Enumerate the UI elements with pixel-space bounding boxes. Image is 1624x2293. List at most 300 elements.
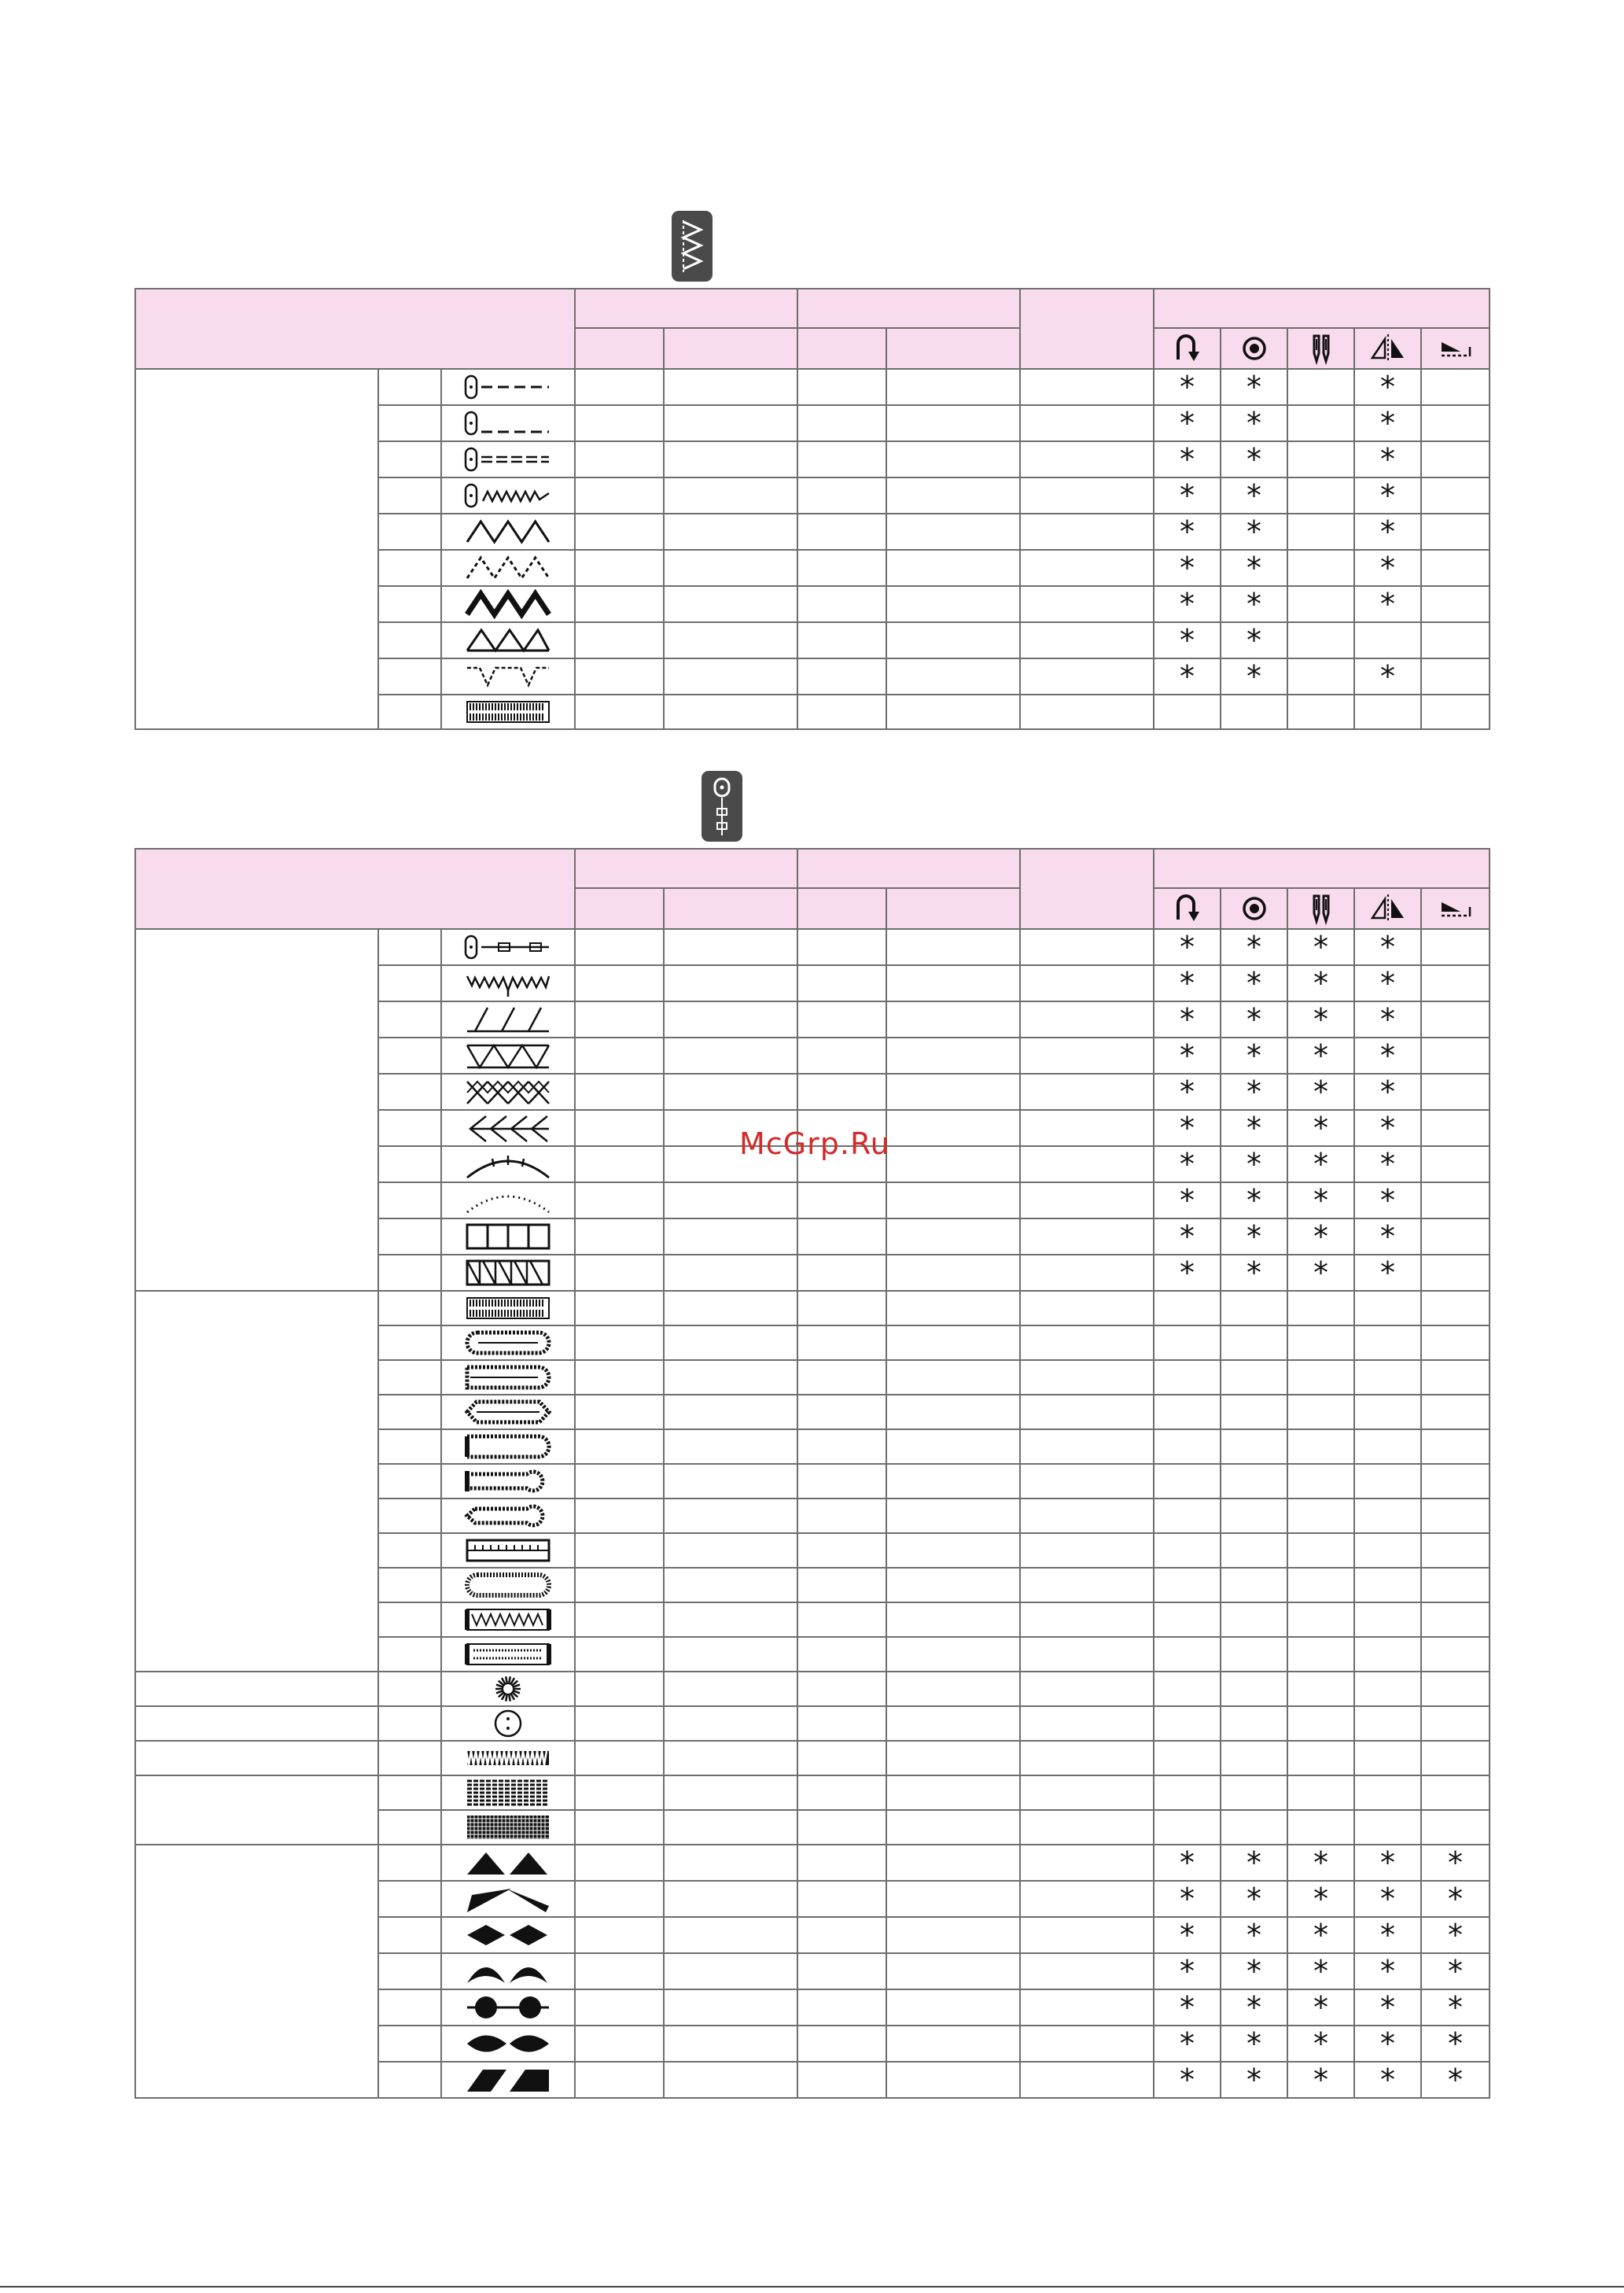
setting-cell bbox=[1020, 1845, 1154, 1881]
function-cell-twin-needle bbox=[1287, 1706, 1354, 1741]
function-cell-twin-needle bbox=[1287, 1464, 1354, 1499]
category-cell bbox=[135, 929, 378, 1291]
triangle-stitch-icon bbox=[464, 1041, 552, 1071]
pattern-number-cell bbox=[378, 1182, 441, 1218]
needle-stop-icon bbox=[1235, 890, 1273, 927]
function-cell-reverse: * bbox=[1154, 2026, 1221, 2062]
stretch-zigzag-icon bbox=[464, 968, 552, 998]
function-cell-elongation bbox=[1421, 550, 1490, 586]
function-cell-mirror: * bbox=[1354, 1074, 1421, 1110]
setting-cell bbox=[575, 405, 664, 441]
setting-cell bbox=[886, 1255, 1020, 1291]
setting-cell bbox=[797, 1218, 886, 1255]
setting-cell bbox=[797, 1953, 886, 1989]
setting-cell bbox=[664, 965, 797, 1001]
buttonhole-zigzag-icon bbox=[464, 1605, 552, 1635]
function-cell-mirror bbox=[1354, 1360, 1421, 1395]
watermark: McGrp.Ru bbox=[739, 1126, 890, 1161]
pattern-cell bbox=[441, 369, 575, 405]
setting-cell bbox=[575, 441, 664, 477]
function-cell-mirror bbox=[1354, 1775, 1421, 1810]
setting-cell bbox=[575, 1464, 664, 1499]
setting-cell bbox=[664, 1845, 797, 1881]
function-cell-reverse: * bbox=[1154, 1845, 1221, 1881]
function-cell-needle-stop bbox=[1221, 1325, 1287, 1360]
header-stitch-name bbox=[135, 849, 575, 929]
setting-cell bbox=[797, 1917, 886, 1953]
pattern-number-cell bbox=[378, 477, 441, 514]
pattern-cell bbox=[441, 658, 575, 695]
setting-cell bbox=[664, 929, 797, 965]
setting-cell bbox=[797, 1775, 886, 1810]
table-row bbox=[135, 1291, 1490, 1325]
setting-cell bbox=[664, 1395, 797, 1429]
function-cell-needle-stop bbox=[1221, 1672, 1287, 1706]
pattern-cell bbox=[441, 1917, 575, 1953]
function-cell-mirror: * bbox=[1354, 550, 1421, 586]
setting-cell bbox=[797, 695, 886, 729]
function-cell-reverse: * bbox=[1154, 369, 1221, 405]
needle-stop-icon bbox=[1235, 330, 1273, 367]
setting-cell bbox=[886, 1672, 1020, 1706]
function-cell-needle-stop: * bbox=[1221, 658, 1287, 695]
function-cell-reverse bbox=[1154, 1360, 1221, 1395]
satin-bar-icon bbox=[464, 697, 552, 727]
function-cell-twin-needle bbox=[1287, 1291, 1354, 1325]
function-cell-elongation: * bbox=[1421, 2026, 1490, 2062]
function-cell-twin-needle bbox=[1287, 695, 1354, 729]
function-cell-twin-needle: * bbox=[1287, 1218, 1354, 1255]
function-cell-mirror bbox=[1354, 1395, 1421, 1429]
function-cell-elongation bbox=[1421, 929, 1490, 965]
pattern-cell bbox=[441, 1395, 575, 1429]
pattern-cell bbox=[441, 1602, 575, 1637]
setting-cell bbox=[1020, 1741, 1154, 1775]
setting-cell bbox=[575, 1881, 664, 1917]
function-cell-twin-needle bbox=[1287, 1741, 1354, 1775]
setting-cell bbox=[886, 929, 1020, 965]
pattern-number-cell bbox=[378, 1989, 441, 2026]
setting-cell bbox=[1020, 441, 1154, 477]
header-group-b bbox=[797, 849, 1020, 888]
three-step-zigzag-icon bbox=[464, 553, 552, 583]
setting-cell bbox=[886, 550, 1020, 586]
function-cell-twin-needle: * bbox=[1287, 1074, 1354, 1110]
function-cell-mirror: * bbox=[1354, 1110, 1421, 1146]
pattern-cell bbox=[441, 1499, 575, 1533]
pattern-number-cell bbox=[378, 1218, 441, 1255]
function-cell-elongation bbox=[1421, 1038, 1490, 1074]
function-cell-mirror bbox=[1354, 695, 1421, 729]
setting-cell bbox=[1020, 695, 1154, 729]
function-cell-mirror: * bbox=[1354, 929, 1421, 965]
setting-cell bbox=[1020, 1637, 1154, 1672]
setting-cell bbox=[886, 658, 1020, 695]
setting-cell bbox=[664, 441, 797, 477]
elongation-icon bbox=[1437, 330, 1475, 367]
setting-cell bbox=[1020, 514, 1154, 550]
pattern-cell bbox=[441, 1146, 575, 1182]
pattern-cell bbox=[441, 1325, 575, 1360]
elongation-icon bbox=[1437, 890, 1475, 927]
function-cell-reverse bbox=[1154, 1395, 1221, 1429]
function-cell-elongation bbox=[1421, 1706, 1490, 1741]
setting-cell bbox=[886, 1568, 1020, 1602]
table-row bbox=[135, 369, 1490, 405]
function-cell-mirror: * bbox=[1354, 1989, 1421, 2026]
function-cell-needle-stop: * bbox=[1221, 1953, 1287, 1989]
function-cell-twin-needle: * bbox=[1287, 1146, 1354, 1182]
setting-cell bbox=[886, 1499, 1020, 1533]
pattern-cell bbox=[441, 1360, 575, 1395]
pattern-number-cell bbox=[378, 2026, 441, 2062]
satin-arch-icon bbox=[464, 1956, 552, 1986]
header-needle-stop-icon bbox=[1221, 328, 1287, 369]
setting-cell bbox=[886, 1775, 1020, 1810]
setting-cell bbox=[664, 1953, 797, 1989]
function-cell-reverse: * bbox=[1154, 1881, 1221, 1917]
setting-cell bbox=[664, 1989, 797, 2026]
setting-cell bbox=[1020, 586, 1154, 622]
pattern-cell bbox=[441, 405, 575, 441]
setting-cell bbox=[664, 586, 797, 622]
pattern-number-cell bbox=[378, 514, 441, 550]
buttonhole-round-icon bbox=[464, 1328, 552, 1358]
pattern-cell bbox=[441, 1001, 575, 1038]
function-cell-twin-needle: * bbox=[1287, 929, 1354, 965]
setting-cell bbox=[575, 1775, 664, 1810]
function-cell-needle-stop bbox=[1221, 1568, 1287, 1602]
setting-cell bbox=[797, 1395, 886, 1429]
straight-long-icon bbox=[464, 408, 552, 438]
function-cell-needle-stop: * bbox=[1221, 1845, 1287, 1881]
pattern-number-cell bbox=[378, 2062, 441, 2098]
setting-cell bbox=[664, 1672, 797, 1706]
setting-cell bbox=[664, 1074, 797, 1110]
setting-cell bbox=[886, 514, 1020, 550]
function-cell-mirror: * bbox=[1354, 658, 1421, 695]
setting-cell bbox=[797, 1429, 886, 1464]
function-cell-needle-stop: * bbox=[1221, 2062, 1287, 2098]
setting-cell bbox=[797, 1001, 886, 1038]
function-cell-reverse: * bbox=[1154, 1038, 1221, 1074]
setting-cell bbox=[797, 1568, 886, 1602]
setting-cell bbox=[664, 1917, 797, 1953]
setting-cell bbox=[886, 1602, 1020, 1637]
function-cell-twin-needle: * bbox=[1287, 1182, 1354, 1218]
function-cell-mirror: * bbox=[1354, 1182, 1421, 1218]
function-cell-reverse bbox=[1154, 1499, 1221, 1533]
header-sub-4 bbox=[886, 888, 1020, 929]
function-cell-reverse: * bbox=[1154, 1255, 1221, 1291]
function-cell-needle-stop bbox=[1221, 1637, 1287, 1672]
function-cell-needle-stop bbox=[1221, 1429, 1287, 1464]
function-cell-elongation: * bbox=[1421, 1881, 1490, 1917]
dotted-scallop-icon bbox=[464, 1185, 552, 1215]
function-cell-mirror bbox=[1354, 1602, 1421, 1637]
setting-cell bbox=[664, 514, 797, 550]
header-sub-3 bbox=[797, 888, 886, 929]
setting-cell bbox=[575, 1001, 664, 1038]
function-cell-elongation bbox=[1421, 965, 1490, 1001]
header-sub-2 bbox=[664, 328, 797, 369]
setting-cell bbox=[886, 1395, 1020, 1429]
setting-cell bbox=[575, 1533, 664, 1568]
header-twin-needle-icon bbox=[1287, 888, 1354, 929]
function-cell-needle-stop: * bbox=[1221, 622, 1287, 658]
function-cell-mirror: * bbox=[1354, 405, 1421, 441]
pattern-number-cell bbox=[378, 369, 441, 405]
function-cell-mirror: * bbox=[1354, 369, 1421, 405]
setting-cell bbox=[664, 1001, 797, 1038]
setting-cell bbox=[886, 1881, 1020, 1917]
function-cell-needle-stop: * bbox=[1221, 1218, 1287, 1255]
pattern-cell bbox=[441, 1953, 575, 1989]
function-cell-reverse: * bbox=[1154, 586, 1221, 622]
setting-cell bbox=[886, 1464, 1020, 1499]
setting-cell bbox=[1020, 1810, 1154, 1845]
header-sub-1 bbox=[575, 328, 664, 369]
pattern-number-cell bbox=[378, 1845, 441, 1881]
function-cell-mirror: * bbox=[1354, 477, 1421, 514]
setting-cell bbox=[575, 1602, 664, 1637]
pattern-number-cell bbox=[378, 550, 441, 586]
function-cell-reverse: * bbox=[1154, 441, 1221, 477]
setting-cell bbox=[1020, 405, 1154, 441]
setting-cell bbox=[575, 1429, 664, 1464]
pattern-number-cell bbox=[378, 441, 441, 477]
setting-cell bbox=[797, 441, 886, 477]
function-cell-elongation bbox=[1421, 1602, 1490, 1637]
function-cell-twin-needle bbox=[1287, 477, 1354, 514]
function-cell-reverse: * bbox=[1154, 477, 1221, 514]
header-mirror-icon bbox=[1354, 328, 1421, 369]
setting-cell bbox=[575, 1568, 664, 1602]
function-cell-twin-needle bbox=[1287, 405, 1354, 441]
setting-cell bbox=[1020, 929, 1154, 965]
setting-cell bbox=[664, 2062, 797, 2098]
setting-cell bbox=[1020, 1464, 1154, 1499]
function-cell-needle-stop: * bbox=[1221, 1881, 1287, 1917]
setting-cell bbox=[575, 2062, 664, 2098]
function-cell-mirror: * bbox=[1354, 965, 1421, 1001]
setting-cell bbox=[1020, 622, 1154, 658]
function-cell-twin-needle bbox=[1287, 1429, 1354, 1464]
function-cell-elongation bbox=[1421, 622, 1490, 658]
table-row bbox=[135, 1845, 1490, 1881]
function-cell-elongation bbox=[1421, 1672, 1490, 1706]
setting-cell bbox=[1020, 1074, 1154, 1110]
pattern-number-cell bbox=[378, 1429, 441, 1464]
setting-cell bbox=[1020, 965, 1154, 1001]
pattern-cell bbox=[441, 695, 575, 729]
function-cell-twin-needle: * bbox=[1287, 2026, 1354, 2062]
function-cell-elongation bbox=[1421, 405, 1490, 441]
setting-cell bbox=[575, 369, 664, 405]
function-cell-elongation bbox=[1421, 658, 1490, 695]
function-cell-needle-stop: * bbox=[1221, 1146, 1287, 1182]
function-cell-reverse bbox=[1154, 1568, 1221, 1602]
pattern-number-cell bbox=[378, 1810, 441, 1845]
setting-cell bbox=[1020, 1568, 1154, 1602]
setting-cell bbox=[886, 695, 1020, 729]
category-cell bbox=[135, 1706, 378, 1741]
function-cell-elongation bbox=[1421, 1810, 1490, 1845]
setting-cell bbox=[575, 1953, 664, 1989]
setting-cell bbox=[797, 1182, 886, 1218]
pattern-cell bbox=[441, 1989, 575, 2026]
pattern-number-cell bbox=[378, 1110, 441, 1146]
pattern-number-cell bbox=[378, 1953, 441, 1989]
pattern-cell bbox=[441, 965, 575, 1001]
setting-cell bbox=[1020, 2062, 1154, 2098]
table-row bbox=[135, 1741, 1490, 1775]
setting-cell bbox=[664, 1464, 797, 1499]
pattern-cell bbox=[441, 1775, 575, 1810]
setting-cell bbox=[1020, 1038, 1154, 1074]
pattern-cell bbox=[441, 929, 575, 965]
function-cell-elongation bbox=[1421, 1110, 1490, 1146]
triple-zigzag-icon bbox=[464, 589, 552, 619]
setting-cell bbox=[1020, 658, 1154, 695]
setting-cell bbox=[886, 1074, 1020, 1110]
setting-cell bbox=[1020, 1325, 1154, 1360]
triple-straight-icon bbox=[464, 444, 552, 474]
satin-diamond-icon bbox=[464, 1920, 552, 1950]
function-cell-twin-needle bbox=[1287, 1775, 1354, 1810]
pattern-number-cell bbox=[378, 1672, 441, 1706]
mirror-icon bbox=[1369, 890, 1407, 927]
pattern-cell bbox=[441, 477, 575, 514]
pattern-cell bbox=[441, 1255, 575, 1291]
pattern-number-cell bbox=[378, 1325, 441, 1360]
function-cell-elongation: * bbox=[1421, 1953, 1490, 1989]
function-cell-reverse: * bbox=[1154, 2062, 1221, 2098]
pattern-cell bbox=[441, 1038, 575, 1074]
function-cell-needle-stop: * bbox=[1221, 550, 1287, 586]
pattern-cell bbox=[441, 1533, 575, 1568]
setting-cell bbox=[575, 1255, 664, 1291]
function-cell-elongation bbox=[1421, 369, 1490, 405]
pattern-cell bbox=[441, 1110, 575, 1146]
function-cell-mirror bbox=[1354, 1464, 1421, 1499]
function-cell-elongation bbox=[1421, 1741, 1490, 1775]
setting-cell bbox=[1020, 1255, 1154, 1291]
function-cell-reverse bbox=[1154, 1810, 1221, 1845]
function-cell-reverse bbox=[1154, 1741, 1221, 1775]
function-cell-twin-needle bbox=[1287, 369, 1354, 405]
ladder-icon bbox=[464, 1222, 552, 1252]
pattern-cell bbox=[441, 1568, 575, 1602]
function-cell-needle-stop: * bbox=[1221, 586, 1287, 622]
setting-cell bbox=[664, 1182, 797, 1218]
setting-cell bbox=[797, 1602, 886, 1637]
setting-cell bbox=[886, 369, 1020, 405]
setting-cell bbox=[886, 405, 1020, 441]
function-cell-reverse bbox=[1154, 695, 1221, 729]
pattern-cell bbox=[441, 1464, 575, 1499]
satin-triangle-icon bbox=[464, 1848, 552, 1878]
setting-cell bbox=[664, 1325, 797, 1360]
button-sewing-icon bbox=[464, 1709, 552, 1738]
setting-cell bbox=[797, 2026, 886, 2062]
function-cell-elongation bbox=[1421, 695, 1490, 729]
satin-slant-icon bbox=[464, 2065, 552, 2095]
setting-cell bbox=[886, 1953, 1020, 1989]
setting-cell bbox=[575, 965, 664, 1001]
function-cell-elongation bbox=[1421, 1218, 1490, 1255]
buttonhole-keyhole-pointed-icon bbox=[464, 1501, 552, 1531]
function-cell-elongation: * bbox=[1421, 1845, 1490, 1881]
function-cell-reverse: * bbox=[1154, 1001, 1221, 1038]
satin-oval-icon bbox=[464, 2029, 552, 2059]
setting-cell bbox=[664, 658, 797, 695]
function-cell-reverse: * bbox=[1154, 514, 1221, 550]
function-cell-reverse: * bbox=[1154, 929, 1221, 965]
buttonhole-square-icon bbox=[464, 1293, 552, 1323]
function-cell-reverse bbox=[1154, 1291, 1221, 1325]
cross-stitch-icon bbox=[464, 1077, 552, 1107]
twin-needle-icon bbox=[1302, 890, 1340, 927]
setting-cell bbox=[664, 2026, 797, 2062]
header-presser-foot bbox=[1020, 849, 1154, 929]
pattern-cell bbox=[441, 1291, 575, 1325]
pattern-cell bbox=[441, 1429, 575, 1464]
function-cell-needle-stop bbox=[1221, 695, 1287, 729]
setting-cell bbox=[1020, 1110, 1154, 1146]
setting-cell bbox=[886, 586, 1020, 622]
darning-dense-icon bbox=[464, 1812, 552, 1842]
setting-cell bbox=[1020, 1001, 1154, 1038]
function-cell-reverse: * bbox=[1154, 1218, 1221, 1255]
setting-cell bbox=[797, 1074, 886, 1110]
category-cell bbox=[135, 1291, 378, 1672]
category-cell bbox=[135, 1775, 378, 1845]
setting-cell bbox=[1020, 1706, 1154, 1741]
setting-cell bbox=[575, 550, 664, 586]
pattern-number-cell bbox=[378, 658, 441, 695]
function-cell-twin-needle: * bbox=[1287, 1881, 1354, 1917]
setting-cell bbox=[664, 1810, 797, 1845]
scallop-icon bbox=[464, 1149, 552, 1179]
bartack-icon bbox=[464, 1743, 552, 1773]
function-cell-elongation bbox=[1421, 1291, 1490, 1325]
pattern-number-cell bbox=[378, 622, 441, 658]
function-cell-twin-needle: * bbox=[1287, 1953, 1354, 1989]
setting-cell bbox=[575, 1499, 664, 1533]
header-group-b bbox=[797, 289, 1020, 328]
function-cell-elongation bbox=[1421, 1360, 1490, 1395]
function-cell-twin-needle: * bbox=[1287, 1038, 1354, 1074]
setting-cell bbox=[575, 1845, 664, 1881]
setting-cell bbox=[664, 1429, 797, 1464]
setting-cell bbox=[1020, 2026, 1154, 2062]
setting-cell bbox=[664, 1255, 797, 1291]
overlock-zigzag-icon bbox=[464, 625, 552, 655]
darning-icon bbox=[464, 1778, 552, 1808]
header-functions bbox=[1154, 289, 1490, 328]
function-cell-needle-stop bbox=[1221, 1706, 1287, 1741]
straight-bartack-icon bbox=[464, 932, 552, 962]
setting-cell bbox=[575, 1074, 664, 1110]
function-cell-twin-needle bbox=[1287, 1672, 1354, 1706]
function-cell-elongation bbox=[1421, 1182, 1490, 1218]
buttonhole-pointed-icon bbox=[464, 1397, 552, 1427]
setting-cell bbox=[664, 1568, 797, 1602]
feather-stitch-icon bbox=[464, 1113, 552, 1143]
function-cell-reverse: * bbox=[1154, 658, 1221, 695]
function-cell-elongation: * bbox=[1421, 2062, 1490, 2098]
